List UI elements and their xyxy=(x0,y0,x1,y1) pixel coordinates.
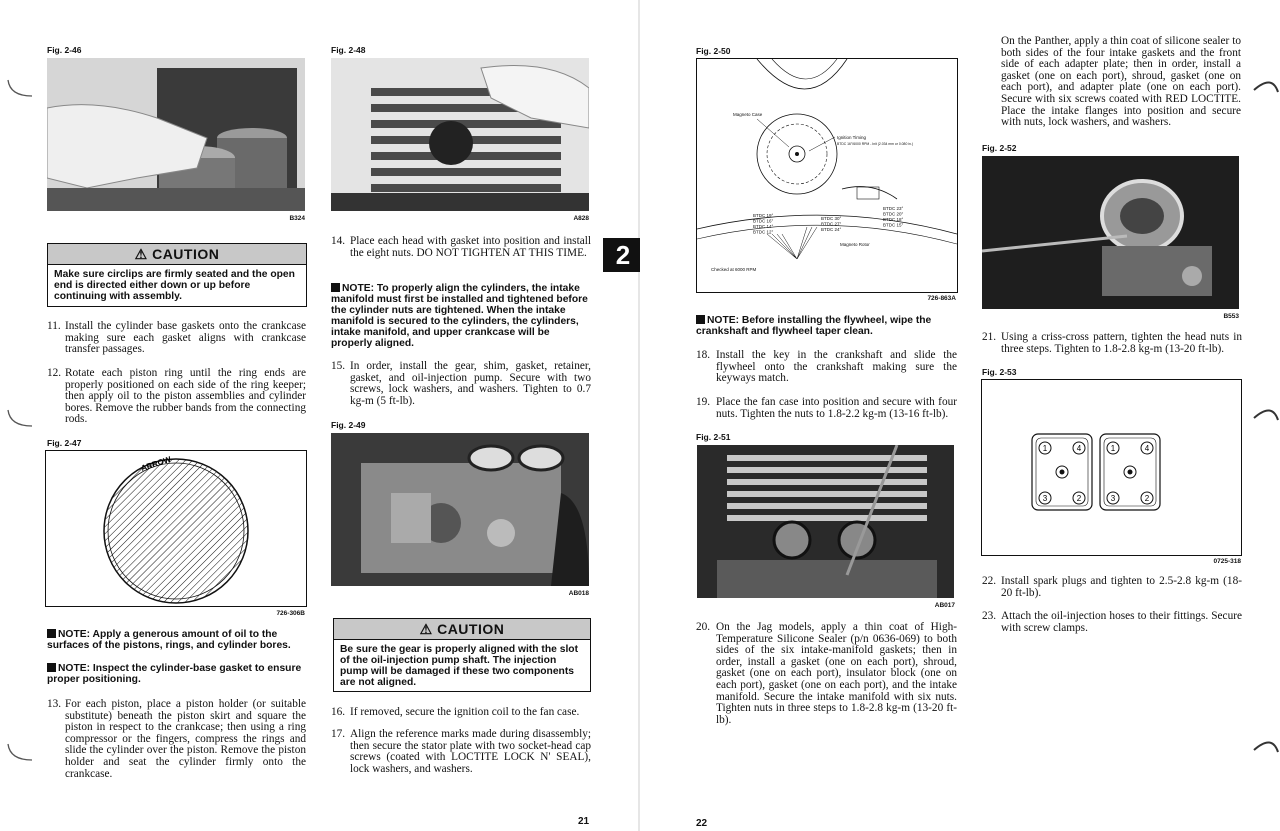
timing-mark-label: BTDC 24° xyxy=(821,227,842,232)
step-15: 15. In order, install the gear, shim, gasket, retainer, gasket, and oil-injection pump. Secure with two screws, lock washers, and washers. Tighten to 0.7 kg-m (5 ft-lb). xyxy=(331,360,591,407)
page-number: 22 xyxy=(696,818,708,829)
section-tab: 2 xyxy=(603,238,643,272)
sequence-number: 3 xyxy=(1110,494,1116,503)
figure-code: A828 xyxy=(573,215,589,222)
step-12: 12. Rotate each piston ring until the ring ends are properly positioned on each side of the ring keeper; then apply oil to the piston assemblies and cylinder bores. Remove the rubber bands from the connecting rods. xyxy=(47,367,306,426)
step-21: 21. Using a criss-cross pattern, tighten the head nuts in three steps. Tighten to 1.8-2.8 kg-m (13-20 ft-lb). xyxy=(982,331,1242,355)
sequence-number: 2 xyxy=(1144,494,1150,503)
piston-ring-diagram xyxy=(45,450,307,607)
timing-mark-label: BTDC 16° xyxy=(753,218,774,224)
step-13: 13. For each piston, place a piston holder (or suitable substitute) beneath the piston skirt and square the piston in respect to the crankcase; then using a ring compressor or the fingers, compress the rings and slide the cylinder over the piston. Remove the piston holder and seat the cylinder firmly onto the crankcase. xyxy=(47,698,306,780)
warning-triangle-icon: ⚠ xyxy=(419,621,438,637)
head-nut-sequence-diagram xyxy=(981,379,1242,556)
figure-code: AB017 xyxy=(934,602,955,609)
step-23: 23. Attach the oil-injection hoses to their fittings. Secure with screw clamps. xyxy=(982,610,1242,634)
right-page xyxy=(640,0,1280,831)
step-20: 20. On the Jag models, apply a thin coat of High-Temperature Silicone Sealer (p/n 0636-069) to both sides of the six intake-manifold gaskets; then in order, install a gasket (one on each port), shroud, gasket (one on each port), insulator block (one on each port), gasket (one on each port), and the intake manifold. Secure the intake manifold with six nuts. Tighten nuts in three steps to 1.8-2.8 kg-m (13-20 ft-lb). xyxy=(696,621,957,726)
figure-code: 726-863A xyxy=(927,295,956,302)
caution-box xyxy=(333,618,591,692)
binder-mark xyxy=(4,408,34,430)
step-16: 16. If removed, secure the ignition coil to the fan case. xyxy=(331,706,580,718)
sequence-number: 2 xyxy=(1076,494,1082,503)
sequence-number: 4 xyxy=(1144,444,1150,453)
binder-mark xyxy=(1252,732,1280,754)
timing-mark-label: BTDC 30° xyxy=(821,216,842,221)
timing-mark-label: BTDC 12° xyxy=(753,229,774,235)
figure-code: 726-306B xyxy=(276,610,305,617)
checked-at-label: Checked at 6000 RPM xyxy=(711,267,757,272)
figure-label: Fig. 2-51 xyxy=(696,432,731,442)
timing-mark-label: BTDC 19° xyxy=(753,213,774,218)
step-18: 18. Install the key in the crankshaft and slide the flywheel onto the crankshaft making sure the keyways match. xyxy=(696,349,957,385)
ignition-timing-label: Ignition Timing xyxy=(837,135,867,140)
binder-mark xyxy=(1252,400,1280,422)
timing-mark-label: BTDC 15° xyxy=(883,222,904,228)
step-22: 22. Install spark plugs and tighten to 2.5-2.8 kg-m (18-20 ft-lb). xyxy=(982,575,1242,599)
timing-mark-label: BTDC 23° xyxy=(883,206,904,211)
note-square-icon xyxy=(696,315,705,324)
figure-label: Fig. 2-50 xyxy=(696,46,731,56)
sequence-number: 3 xyxy=(1042,494,1048,503)
engine-photo-gear xyxy=(331,433,589,586)
note-manifold: NOTE: To properly align the cylinders, the intake manifold must first be installed and tightened before the cylinder nuts are tightened. When the intake manifold is secured to the cylinders, the cylinders, intake manifold, and upper crankcase will be properly aligned. xyxy=(331,283,588,349)
step-17: 17. Align the reference marks made during disassembly; then secure the stator plate with two socket-head cap screws (coated with LOCTITE LOCK N' SEAL), lock washers, and washers. xyxy=(331,728,591,775)
figure-label: Fig. 2-48 xyxy=(331,45,366,55)
timing-mark-label: BTDC 18° xyxy=(883,217,904,222)
timing-mark-label: BTDC 20° xyxy=(883,211,904,217)
note-square-icon xyxy=(47,629,56,638)
engine-photo-piston xyxy=(47,58,305,211)
sequence-number: 1 xyxy=(1110,444,1116,453)
binder-mark xyxy=(1252,72,1280,94)
engine-photo-intake xyxy=(982,156,1239,309)
timing-mark-label: BTDC 14° xyxy=(753,224,774,229)
note-square-icon xyxy=(47,663,56,672)
figure-label: Fig. 2-46 xyxy=(47,45,82,55)
caution-title: ⚠ CAUTION xyxy=(334,619,590,640)
step-11: 11. Install the cylinder base gaskets onto the crankcase making sure each gasket aligns with crankcase transfer passages. xyxy=(47,320,306,356)
figure-code: B553 xyxy=(1223,313,1239,320)
caution-title: ⚠ CAUTION xyxy=(48,244,306,265)
engine-photo-manifold xyxy=(697,445,954,598)
magneto-rotor-label: Magneto Rotor xyxy=(840,242,870,247)
timing-spec-label: BTDC 16°/6000 RPM - Init (2.034 mm or 0.080 in.) xyxy=(837,142,913,146)
step-19: 19. Place the fan case into position and secure with four nuts. Tighten the nuts to 1.8-2.2 kg-m (13-16 ft-lb). xyxy=(696,396,957,420)
note-square-icon xyxy=(331,283,340,292)
caution-box xyxy=(47,243,307,307)
figure-label: Fig. 2-52 xyxy=(982,143,1017,153)
figure-code: AB018 xyxy=(568,590,589,597)
figure-label: Fig. 2-47 xyxy=(47,438,82,448)
page-number: 21 xyxy=(578,816,590,827)
note-oil: NOTE: Apply a generous amount of oil to the surfaces of the pistons, rings, and cylinder bores. xyxy=(47,629,291,651)
binder-mark xyxy=(4,742,34,764)
engine-photo-cylinder xyxy=(331,58,589,211)
figure-label: Fig. 2-49 xyxy=(331,420,366,430)
figure-code: B324 xyxy=(289,215,305,222)
timing-mark-label: BTDC 27° xyxy=(821,221,842,227)
note-gasket: NOTE: Inspect the cylinder-base gasket to ensure proper positioning. xyxy=(47,663,302,685)
note-flywheel: NOTE: Before installing the flywheel, wipe the crankshaft and flywheel taper clean. xyxy=(696,315,932,337)
caution-text: Be sure the gear is properly aligned with the slot of the oil-injection pump shaft. The injection pump will be damaged if these two components are not aligned. xyxy=(340,644,579,688)
ignition-timing-diagram xyxy=(696,58,958,293)
step-14: 14. Place each head with gasket into position and install the eight nuts. DO NOT TIGHTEN AT THIS TIME. xyxy=(331,235,591,259)
caution-text: Make sure circlips are firmly seated and the open end is directed either down or up before continuing with assembly. xyxy=(54,269,295,302)
ring-mark-label: ARROW xyxy=(139,454,173,473)
magneto-case-label: Magneto Case xyxy=(733,112,763,117)
panther-paragraph: On the Panther, apply a thin coat of silicone sealer to both sides of the four intake gaskets and the front side of each adapter plate; then in order, install a gasket (one on each port), shroud, gasket (one on each port), and adapter plate (one on each port). Secure with six screws coated with RED LOCTITE. Place the intake flanges into position and secure with nuts, lock washers, and washers. xyxy=(1001,35,1241,129)
sequence-number: 1 xyxy=(1042,444,1048,453)
figure-code: 0725-318 xyxy=(1213,558,1241,565)
binder-mark xyxy=(4,78,34,100)
figure-label: Fig. 2-53 xyxy=(982,367,1017,377)
warning-triangle-icon: ⚠ xyxy=(134,246,153,262)
sequence-number: 4 xyxy=(1076,444,1082,453)
